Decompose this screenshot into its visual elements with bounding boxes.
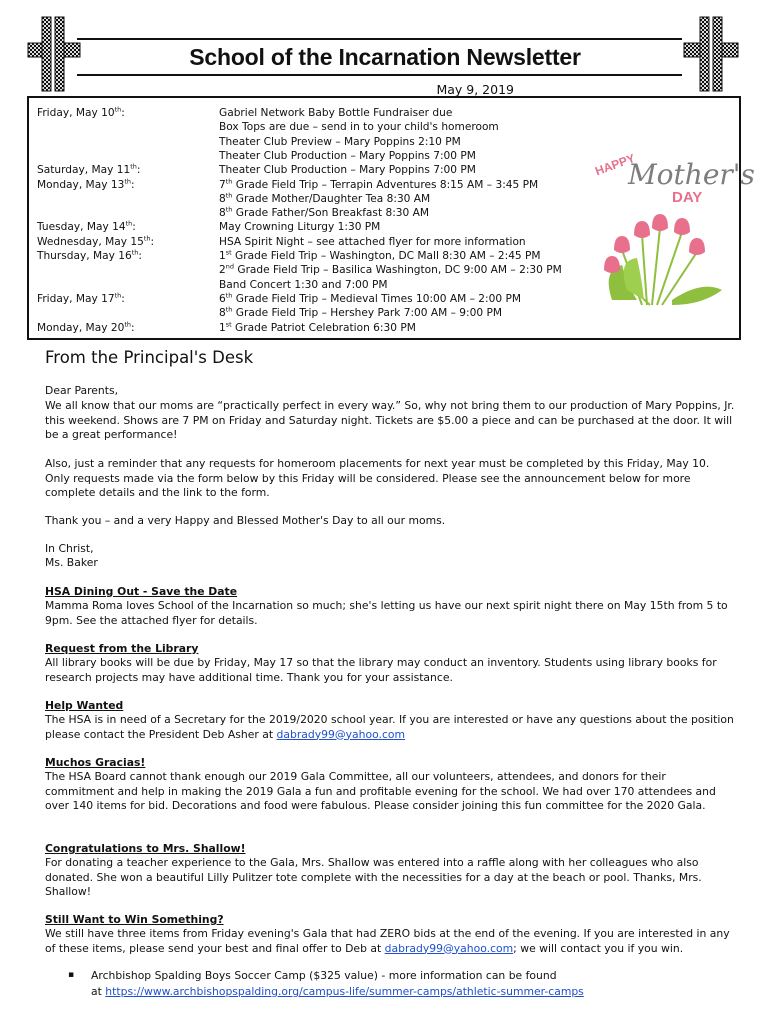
calendar-event: Gabriel Network Baby Bottle Fundraiser due <box>219 107 453 119</box>
calendar-day: Monday, May 20th: <box>37 319 135 334</box>
calendar-event: HSA Spirit Night – see attached flyer for more information <box>219 235 526 248</box>
calendar-day: Friday, May 17th: <box>37 291 125 305</box>
principal-closing: In Christ, <box>45 542 94 555</box>
help-text: The HSA is in need of a Secretary for the 2019/2020 school year. If you are interested or have any questions about the position please contact the President Deb Asher at <box>45 713 734 741</box>
calendar-event: 1st Grade Field Trip – Washington, DC Mall 8:30 AM – 2:45 PM <box>219 248 541 262</box>
bullet-text: Archbishop Spalding Boys Soccer Camp ($325 value) - more information can be found <box>91 969 557 982</box>
happy-text: HAPPY <box>593 150 637 179</box>
win-text-before: We still have three items from Friday evening's Gala that had ZERO bids at the end of the evening. If you are interested in any of these items, please send your best and final offer to Deb at <box>45 927 730 955</box>
mothers-day-art <box>592 140 755 314</box>
header-rule-top <box>77 38 682 40</box>
principal-paragraph-1: We all know that our moms are “practically perfect in every way.” So, why not bring them to our production of Mary Poppins, Jr. this weekend. Shows are 7 PM on Friday and Saturday night. Tickets are $5.00 a piece and can be purchased at the door. It will be a great performance! <box>45 399 735 442</box>
calendar-event: 8th Grade Father/Son Breakfast 8:30 AM <box>219 205 430 220</box>
calendar-event: 7th Grade Field Trip – Terrapin Adventures 8:15 AM – 3:45 PM <box>219 176 539 191</box>
header-rule-bottom <box>77 74 682 76</box>
camp-url-link[interactable]: https://www.archbishopspalding.org/campus-life/summer-camps/athletic-summer-camps <box>105 985 584 998</box>
calendar-event: Theater Club Production – Mary Poppins 7:00 PM <box>219 164 476 177</box>
win-text-after: ; we will contact you if you win. <box>513 941 684 955</box>
calendar-event: 8th Grade Mother/Daughter Tea 8:30 AM <box>219 191 431 205</box>
library-text: All library books will be due by Friday, May 17 so that the library may conduct an inventory. Students using library books for research projects may have additional time. Thank you for your assistance. <box>45 656 717 684</box>
gracias-text: The HSA Board cannot thank enough our 2019 Gala Committee, all our volunteers, attendees, and donors for their commitment and help in making the 2019 Gala a fun and profitable evening for the school. We had over 170 attendees and over 140 items for bid. Decorations and food were fabulous. Please consider joining this fun committee for the 2020 Gala. <box>45 770 716 813</box>
calendar-day: Friday, May 10th: <box>37 105 125 119</box>
principal-signature: Ms. Baker <box>45 556 98 569</box>
calendar-event: Theater Club Production – Mary Poppins 7:00 PM <box>219 149 476 162</box>
gracias-heading: Muchos Gracias! <box>45 756 146 769</box>
calendar-event: 6th Grade Field Trip – Medieval Times 10:00 AM – 2:00 PM <box>219 291 521 305</box>
principal-paragraph-2: Also, just a reminder that any requests for homeroom placements for next year must be completed by this Friday, May 10. Only requests made via the form below by this Friday will be considered. Please see the announcement below for more complete details and the link to the form. <box>45 457 710 500</box>
calendar-day: Wednesday, May 15th: <box>37 234 155 248</box>
bullet-link-line <box>91 985 731 1000</box>
page-title: School of the Incarnation Newsletter <box>189 44 581 70</box>
calendar-day: Tuesday, May 14th: <box>37 219 136 234</box>
mothers-text: Mother's <box>628 158 755 191</box>
dining-heading: HSA Dining Out - Save the Date <box>45 585 238 598</box>
principal-section-title: From the Principal's Desk <box>45 348 254 367</box>
calendar-event: Box Tops are due – send in to your child's homeroom <box>219 121 499 134</box>
calendar-event: Theater Club Preview – Mary Poppins 2:10 PM <box>219 135 461 148</box>
bullet-at: at <box>91 985 106 998</box>
newsletter-date: May 9, 2019 <box>436 82 514 97</box>
calendar-event: 2nd Grade Field Trip – Basilica Washington, DC 9:00 AM – 2:30 PM <box>219 262 562 277</box>
calendar-event: Band Concert 1:30 and 7:00 PM <box>219 278 388 291</box>
day-text: DAY <box>672 189 703 206</box>
win-heading: Still Want to Win Something? <box>45 913 224 926</box>
help-heading: Help Wanted <box>45 699 124 712</box>
calendar-day: Thursday, May 16th: <box>37 248 142 262</box>
shallow-heading: Congratulations to Mrs. Shallow! <box>45 842 246 855</box>
calendar-event: 1st Grade Patriot Celebration 6:30 PM <box>219 319 416 334</box>
win-email-link[interactable]: dabrady99@yahoo.com <box>384 941 514 955</box>
calendar-day: Saturday, May 11th: <box>37 162 141 177</box>
calendar-event: May Crowning Liturgy 1:30 PM <box>219 221 381 234</box>
win-paragraph <box>45 927 735 956</box>
library-heading: Request from the Library <box>45 642 199 655</box>
principal-paragraph-3: Thank you – and a very Happy and Blessed Mother's Day to all our moms. <box>45 514 446 527</box>
shallow-text: For donating a teacher experience to the Gala, Mrs. Shallow was entered into a raffle along with her colleagues who also donated. She won a beautiful Lilly Pulitzer tote complete with the necessities for a day at the beach or pool. Thanks, Mrs. Shallow! <box>45 856 702 899</box>
help-email-link[interactable]: dabrady99@yahoo.com <box>276 727 406 741</box>
dining-text: Mamma Roma loves School of the Incarnation so much; she's letting us have our next spirit night there on May 15th from 5 to 9pm. See the attached flyer for details. <box>45 599 728 627</box>
calendar-event: 8th Grade Field Trip – Hershey Park 7:00 AM – 9:00 PM <box>219 305 502 320</box>
principal-greeting: Dear Parents, <box>45 384 119 397</box>
bullet-icon: ▪ <box>68 970 75 980</box>
help-paragraph <box>45 713 735 742</box>
calendar-day: Monday, May 13th: <box>37 176 135 191</box>
